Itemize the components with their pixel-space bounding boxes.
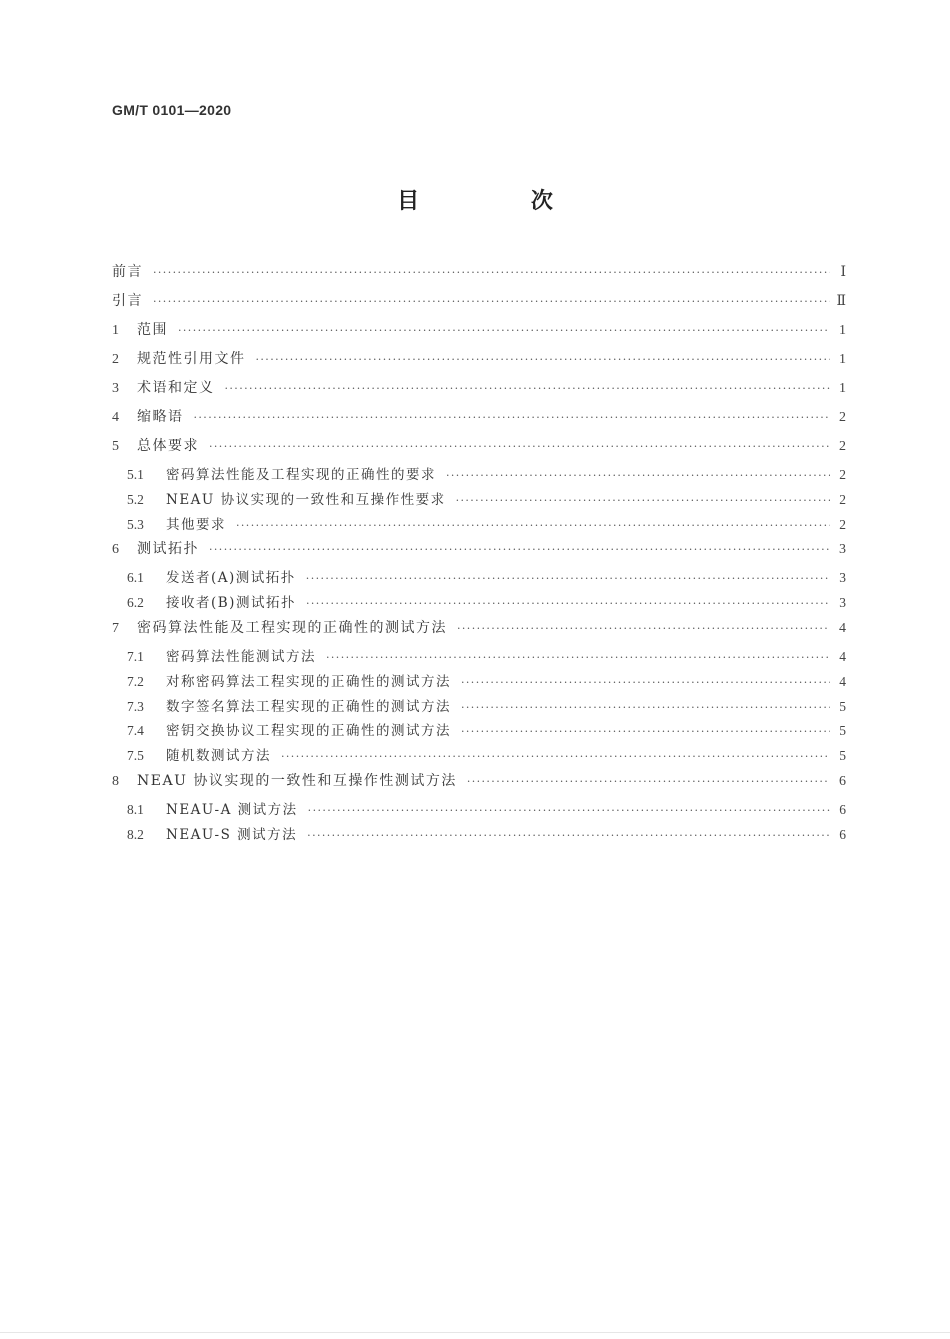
toc-entry-5-3[interactable]	[112, 513, 846, 538]
toc-entry-page: Ⅰ	[840, 265, 846, 280]
toc-entry-label: 引言	[112, 293, 143, 309]
toc-entry-page: 1	[839, 381, 846, 396]
toc-leader-dots	[153, 261, 830, 285]
toc-entry-7-4[interactable]	[112, 719, 846, 744]
toc-entry-6[interactable]	[112, 537, 846, 566]
toc-entry-page: 5	[839, 723, 846, 739]
toc-entry-4[interactable]	[112, 405, 846, 434]
toc-entry-number: 5.3	[127, 516, 144, 532]
toc-entry-label: 测试拓扑	[137, 541, 199, 558]
toc-entry-number: 7.3	[127, 698, 144, 714]
toc-leader-dots	[326, 646, 830, 670]
toc-entry-label: 前言	[112, 264, 143, 280]
toc-title: 目 次	[397, 189, 605, 214]
toc-entry-page: 5	[839, 698, 846, 714]
toc-entry-number: 5.1	[127, 467, 144, 482]
toc-entry-page: 1	[839, 352, 846, 367]
toc-leader-dots	[256, 348, 831, 372]
toc-entry-page: 3	[839, 595, 846, 611]
toc-entry-page: Ⅱ	[836, 294, 846, 309]
toc-entry-8[interactable]	[112, 769, 846, 798]
toc-entry-introduction[interactable]	[112, 289, 846, 318]
toc-entry-number: 3	[112, 381, 119, 396]
toc-entry-label: 范围	[137, 322, 168, 338]
toc-entry-page: 3	[839, 542, 846, 558]
toc-entry-page: 2	[839, 467, 846, 482]
toc-entry-8-2[interactable]	[112, 823, 846, 848]
toc-entry-6-2[interactable]	[112, 591, 846, 616]
toc-entry-5-2[interactable]	[112, 488, 846, 513]
toc-entry-page: 6	[839, 773, 846, 789]
toc-entry-label: 密钥交换协议工程实现的正确性的测试方法	[166, 723, 451, 740]
toc-leader-dots	[457, 617, 830, 641]
toc-entry-label: NEAU-S 测试方法	[166, 826, 298, 843]
toc-entry-label: 缩略语	[137, 409, 184, 425]
toc-entry-page: 4	[839, 673, 846, 689]
toc-entry-label: 术语和定义	[137, 380, 215, 396]
toc-entry-label: 密码算法性能及工程实现的正确性的测试方法	[137, 619, 447, 636]
table-of-contents	[112, 260, 846, 848]
toc-entry-page: 2	[839, 516, 846, 532]
toc-leader-dots	[308, 799, 830, 823]
toc-leader-dots	[456, 489, 830, 513]
toc-entry-7-2[interactable]	[112, 670, 846, 695]
toc-entry-label: 其他要求	[166, 516, 226, 533]
toc-entry-number: 8.2	[127, 826, 144, 842]
toc-leader-dots	[461, 696, 830, 720]
toc-leader-dots	[153, 290, 830, 314]
toc-entry-1[interactable]	[112, 318, 846, 347]
toc-entry-number: 7.2	[127, 673, 144, 689]
toc-entry-label: 对称密码算法工程实现的正确性的测试方法	[166, 673, 451, 690]
toc-entry-6-1[interactable]	[112, 566, 846, 591]
toc-entry-2[interactable]	[112, 347, 846, 376]
toc-leader-dots	[461, 671, 830, 695]
toc-entry-number: 7.1	[127, 648, 144, 664]
toc-leader-dots	[307, 824, 830, 848]
toc-entry-page: 2	[839, 439, 846, 454]
toc-entry-page: 5	[839, 748, 846, 764]
toc-entry-7-3[interactable]	[112, 695, 846, 720]
toc-entry-number: 8	[112, 773, 119, 789]
toc-entry-label: NEAU 协议实现的一致性和互操作性测试方法	[137, 772, 457, 789]
toc-entry-label: 规范性引用文件	[137, 351, 246, 367]
toc-leader-dots	[281, 745, 830, 769]
toc-leader-dots	[209, 435, 830, 459]
toc-entry-label: 总体要求	[137, 438, 199, 454]
toc-entry-number: 7.5	[127, 748, 144, 764]
toc-entry-5-1[interactable]	[112, 463, 846, 488]
toc-entry-number: 8.1	[127, 801, 144, 817]
toc-entry-label: 密码算法性能测试方法	[166, 648, 316, 665]
toc-entry-7-1[interactable]	[112, 645, 846, 670]
toc-entry-page: 2	[839, 410, 846, 425]
toc-entry-page: 1	[839, 323, 846, 338]
toc-entry-label: NEAU-A 测试方法	[166, 801, 298, 818]
toc-entry-7-5[interactable]	[112, 744, 846, 769]
toc-leader-dots	[178, 319, 830, 343]
toc-entry-label: 随机数测试方法	[166, 748, 271, 765]
toc-entry-number: 1	[112, 323, 119, 338]
toc-entry-number: 7	[112, 620, 119, 636]
toc-leader-dots	[194, 406, 831, 430]
toc-entry-number: 6.2	[127, 595, 144, 611]
toc-leader-dots	[236, 514, 830, 538]
toc-leader-dots	[209, 538, 830, 562]
toc-entry-label: 密码算法性能及工程实现的正确性的要求	[166, 467, 436, 483]
toc-entry-8-1[interactable]	[112, 798, 846, 823]
standard-code: GM/T 0101—2020	[112, 102, 232, 118]
toc-entry-number: 6.1	[127, 570, 144, 586]
toc-leader-dots	[446, 464, 830, 488]
toc-entry-page: 2	[839, 491, 846, 507]
toc-entry-label: 发送者(A)测试拓扑	[166, 570, 296, 587]
toc-leader-dots	[306, 592, 830, 616]
toc-entry-page: 3	[839, 570, 846, 586]
toc-leader-dots	[306, 567, 830, 591]
toc-entry-label: 数字签名算法工程实现的正确性的测试方法	[166, 698, 451, 715]
toc-entry-7[interactable]	[112, 616, 846, 645]
toc-entry-number: 7.4	[127, 723, 144, 739]
toc-entry-label: 接收者(B)测试拓扑	[166, 595, 296, 612]
toc-leader-dots	[467, 770, 830, 794]
toc-entry-page: 4	[839, 620, 846, 636]
toc-entry-foreword[interactable]	[112, 260, 846, 289]
toc-entry-label: NEAU 协议实现的一致性和互操作性要求	[166, 491, 446, 508]
toc-entry-3[interactable]	[112, 376, 846, 405]
toc-leader-dots	[461, 720, 830, 744]
page-bottom-divider	[0, 1332, 950, 1333]
toc-entry-page: 4	[839, 648, 846, 664]
toc-entry-page: 6	[839, 801, 846, 817]
toc-entry-number: 5	[112, 439, 119, 454]
toc-entry-number: 4	[112, 410, 119, 425]
toc-entry-number: 2	[112, 352, 119, 367]
toc-entry-number: 6	[112, 542, 119, 558]
toc-entry-number: 5.2	[127, 491, 144, 507]
toc-leader-dots	[225, 377, 831, 401]
toc-entry-page: 6	[839, 826, 846, 842]
toc-entry-5[interactable]	[112, 434, 846, 463]
